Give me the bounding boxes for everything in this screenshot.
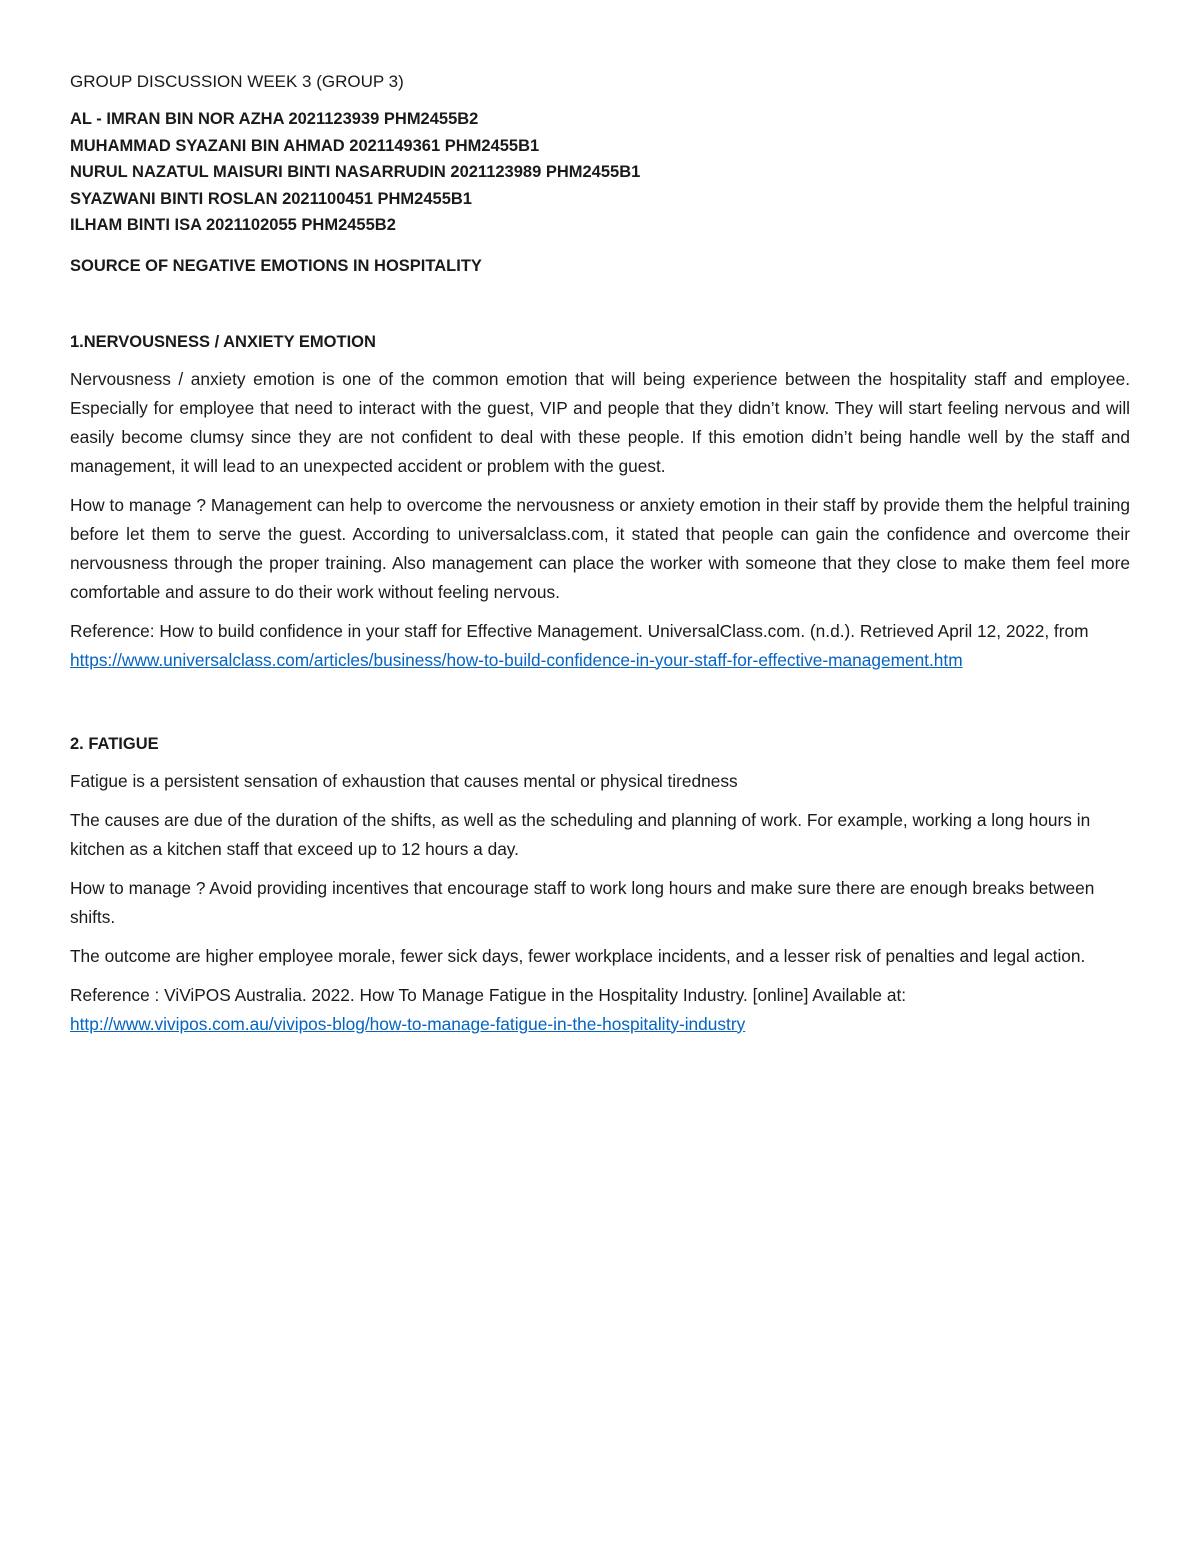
member-list [70, 106, 1130, 239]
reference-link[interactable]: https://www.universalclass.com/articles/business/how-to-build-confidence-in-your-staff-for-effective-management.htm [70, 649, 963, 670]
member-name: MUHAMMAD SYAZANI BIN AHMAD 2021149361 PHM2455B1 [70, 136, 540, 155]
body-paragraph: The causes are due of the duration of the shifts, as well as the scheduling and planning of work. For example, working a long hours in kitchen as a kitchen staff that exceed up to 12 hours a day. [70, 809, 1091, 859]
member-name: SYAZWANI BINTI ROSLAN 2021100451 PHM2455B1 [70, 189, 472, 208]
document-page [70, 70, 1130, 1049]
member-name: NURUL NAZATUL MAISURI BINTI NASARRUDIN 2021123989 PHM2455B1 [70, 163, 641, 181]
body-paragraph: How to manage ? Avoid providing incentives that encourage staff to work long hours and make sure there are enough breaks between shifts. [70, 877, 1095, 927]
section-spacer [70, 685, 1130, 731]
member-name: ILHAM BINTI ISA 2021102055 PHM2455B2 [70, 216, 396, 234]
body-paragraph: Fatigue is a persistent sensation of exhaustion that causes mental or physical tiredness [70, 770, 738, 791]
member-name: AL - IMRAN BIN NOR AZHA 2021123939 PHM2455B2 [70, 110, 479, 128]
reference [70, 981, 1130, 1039]
section-heading: 2. FATIGUE [70, 734, 159, 753]
body-paragraph: Nervousness / anxiety emotion is one of the common emotion that will being experience between the hospitality staff and employee. Especially for employee that need to interact with the guest, VIP and people that they didn’t know. They will start feeling nervous and will easily become clumsy since they are not confident to deal with these people. If this emotion didn’t being handle well by the staff and management, it will lead to an unexpected accident or problem with the guest. [70, 368, 1130, 476]
body-paragraph: The outcome are higher employee morale, fewer sick days, fewer workplace incidents, and a lesser risk of penalties and legal action. [70, 945, 1086, 966]
main-heading: SOURCE OF NEGATIVE EMOTIONS IN HOSPITALITY [70, 256, 482, 275]
section-nervousness [70, 329, 1130, 675]
reference-text: Reference : ViViPOS Australia. 2022. How To Manage Fatigue in the Hospitality Industry. [online] Available at: [70, 984, 907, 1005]
section-heading: 1.NERVOUSNESS / ANXIETY EMOTION [70, 332, 376, 351]
reference-text: Reference: How to build confidence in your staff for Effective Management. UniversalClass.com. (n.d.). Retrieved April 12, 2022, from [70, 620, 1089, 641]
reference [70, 617, 1130, 675]
reference-link[interactable]: http://www.vivipos.com.au/vivipos-blog/how-to-manage-fatigue-in-the-hospitality-industry [70, 1013, 746, 1034]
section-fatigue [70, 731, 1130, 1039]
body-paragraph: How to manage ? Management can help to overcome the nervousness or anxiety emotion in their staff by provide them the helpful training before let them to serve the guest. According to universalclass.com, it stated that people can gain the confidence and overcome their nervousness through the proper training. Also management can place the worker with someone that they close to make them feel more comfortable and assure to do their work without feeling nervous. [70, 494, 1130, 602]
document-title: GROUP DISCUSSION WEEK 3 (GROUP 3) [70, 72, 404, 91]
